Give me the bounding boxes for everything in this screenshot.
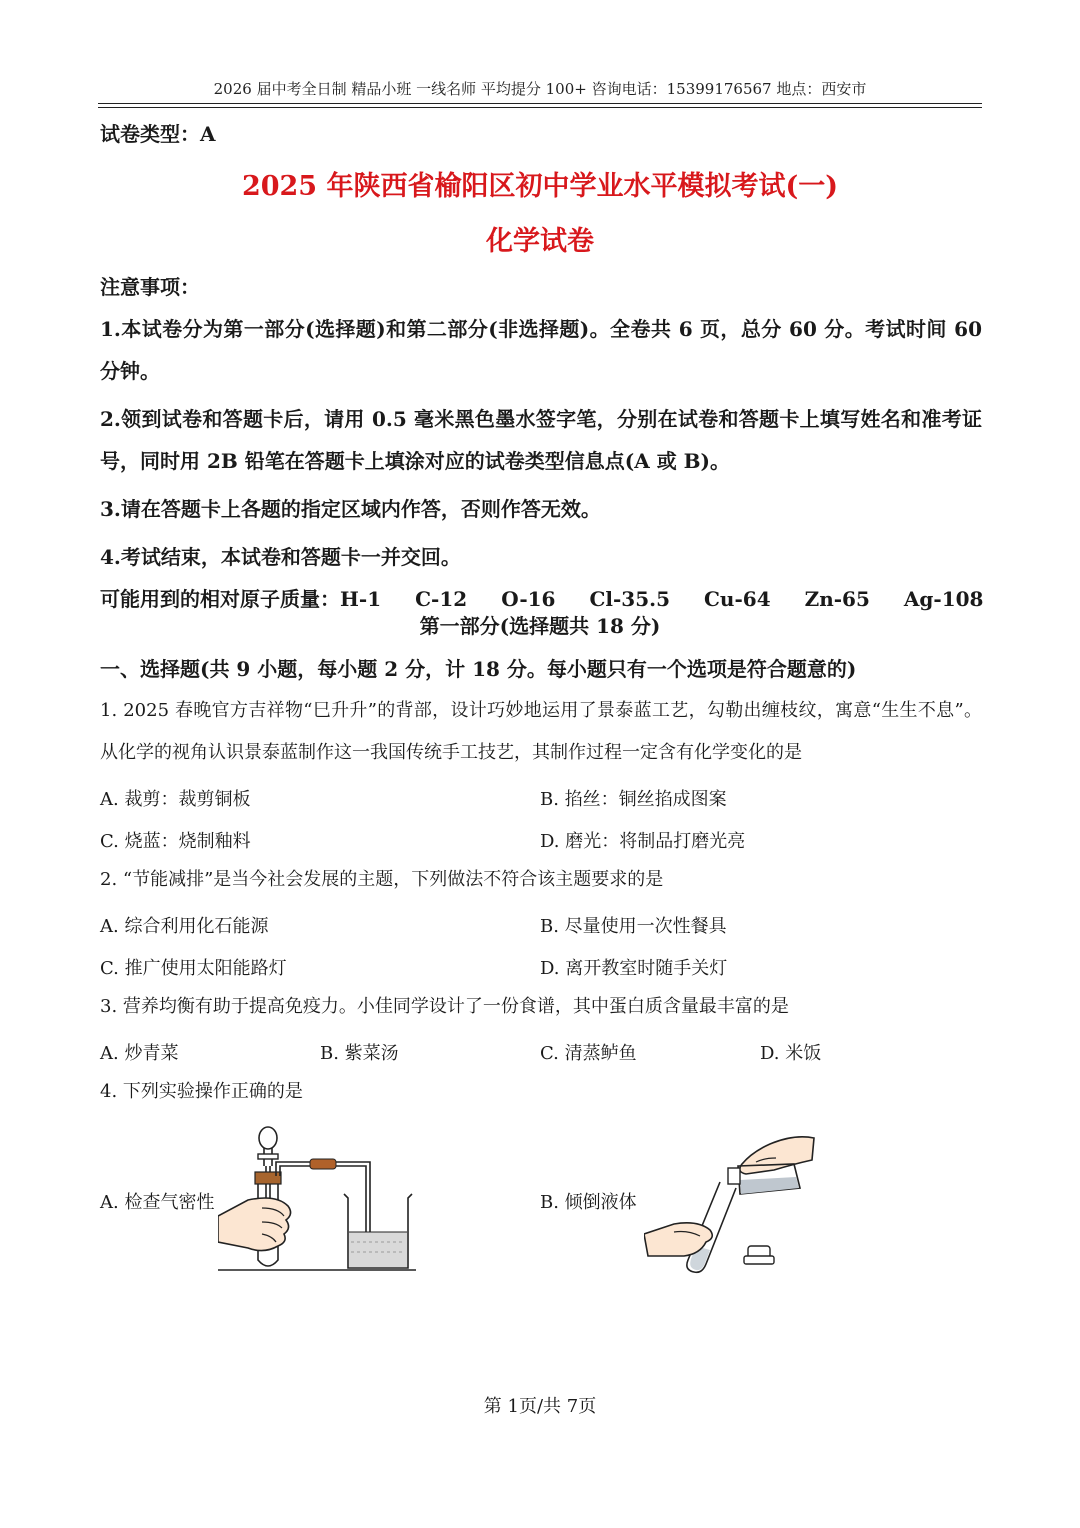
airtightness-check-figure xyxy=(218,1124,416,1274)
question-stem-1: 1. 2025 春晚官方吉祥物“巳升升”的背部，设计巧妙地运用了景泰蓝工艺，勾勒出缠枝纹，寓意“生生不息”。从化学的视角认识景泰蓝制作这一我国传统手工技艺，其制作过程一定含有化学变化的是 xyxy=(100,700,982,763)
atomic-mass: O-16 xyxy=(501,587,556,611)
notice-heading: 注意事项： xyxy=(100,275,200,299)
question-1-option-b: B. 掐丝：铜丝掐成图案 xyxy=(540,789,727,810)
question-2-option-a: A. 综合利用化石能源 xyxy=(100,916,269,937)
atomic-mass: Cl-35.5 xyxy=(589,587,671,611)
exam-title: 2025 年陕西省榆阳区初中学业水平模拟考试(一) xyxy=(241,171,839,202)
question-3-option-b: B. 紫菜汤 xyxy=(320,1043,399,1064)
section-title: 一、选择题(共 9 小题，每小题 2 分，计 18 分。每小题只有一个选项是符合题意的) xyxy=(100,657,857,681)
question-3-option-a: A. 炒青菜 xyxy=(100,1043,179,1064)
atomic-mass: C-12 xyxy=(415,587,468,611)
atomic-mass: H-1 xyxy=(340,587,382,611)
page-header: 2026 届中考全日制 精品小班 一线名师 平均提分 100+ 咨询电话：15399176567 地点：西安市 xyxy=(213,80,867,98)
question-stem-3: 3. 营养均衡有助于提高免疫力。小佳同学设计了一份食谱，其中蛋白质含量最丰富的是 xyxy=(100,996,789,1017)
hand xyxy=(218,1198,291,1251)
upper-hand xyxy=(740,1137,814,1174)
paper-type: 试卷类型：A xyxy=(100,122,216,146)
question-4-option-a: A. 检查气密性 xyxy=(100,1192,215,1213)
question-1-option-a: A. 裁剪：裁剪铜板 xyxy=(100,789,251,810)
atomic-mass: Zn-65 xyxy=(804,587,870,611)
atomic-mass: Cu-64 xyxy=(704,587,771,611)
notice-item: 2.领到试卷和答题卡后，请用 0.5 毫米黑色墨水签字笔，分别在试卷和答题卡上填写姓名和准考证号，同时用 2B 铅笔在答题卡上填涂对应的试卷类型信息点(A 或 B)。 xyxy=(100,407,982,473)
question-stem-4: 4. 下列实验操作正确的是 xyxy=(100,1081,303,1102)
question-2-option-b: B. 尽量使用一次性餐具 xyxy=(540,916,727,937)
pouring-liquid-figure xyxy=(644,1124,820,1274)
notice-item: 1.本试卷分为第一部分(选择题)和第二部分(非选择题)。全卷共 6 页，总分 60 分。考试时间 60 分钟。 xyxy=(100,317,982,383)
part-title: 第一部分(选择题共 18 分) xyxy=(419,614,661,638)
question-3-option-d: D. 米饭 xyxy=(760,1043,822,1064)
question-2-option-c: C. 推广使用太阳能路灯 xyxy=(100,958,287,979)
atomic-mass: Ag-108 xyxy=(903,587,984,611)
question-2-option-d: D. 离开教室时随手关灯 xyxy=(540,958,728,979)
atomic-masses-label: 可能用到的相对原子质量： xyxy=(100,587,340,611)
question-1-option-d: D. 磨光：将制品打磨光亮 xyxy=(540,831,746,852)
page-footer: 第 1页/共 7页 xyxy=(483,1396,597,1417)
question-3-option-c: C. 清蒸鲈鱼 xyxy=(540,1043,637,1064)
notice-item: 4.考试结束，本试卷和答题卡一并交回。 xyxy=(100,545,461,569)
question-4-option-b: B. 倾倒液体 xyxy=(540,1192,637,1213)
stopper xyxy=(744,1246,774,1264)
header-rule xyxy=(98,103,982,104)
notice-block xyxy=(100,272,982,620)
question-stem-2: 2. “节能减排”是当今社会发展的主题，下列做法不符合该主题要求的是 xyxy=(100,869,664,890)
header-rule-thin xyxy=(98,107,982,108)
exam-subject: 化学试卷 xyxy=(486,226,594,257)
question-1-option-c: C. 烧蓝：烧制釉料 xyxy=(100,831,251,852)
notice-item: 3.请在答题卡上各题的指定区域内作答，否则作答无效。 xyxy=(100,497,601,521)
